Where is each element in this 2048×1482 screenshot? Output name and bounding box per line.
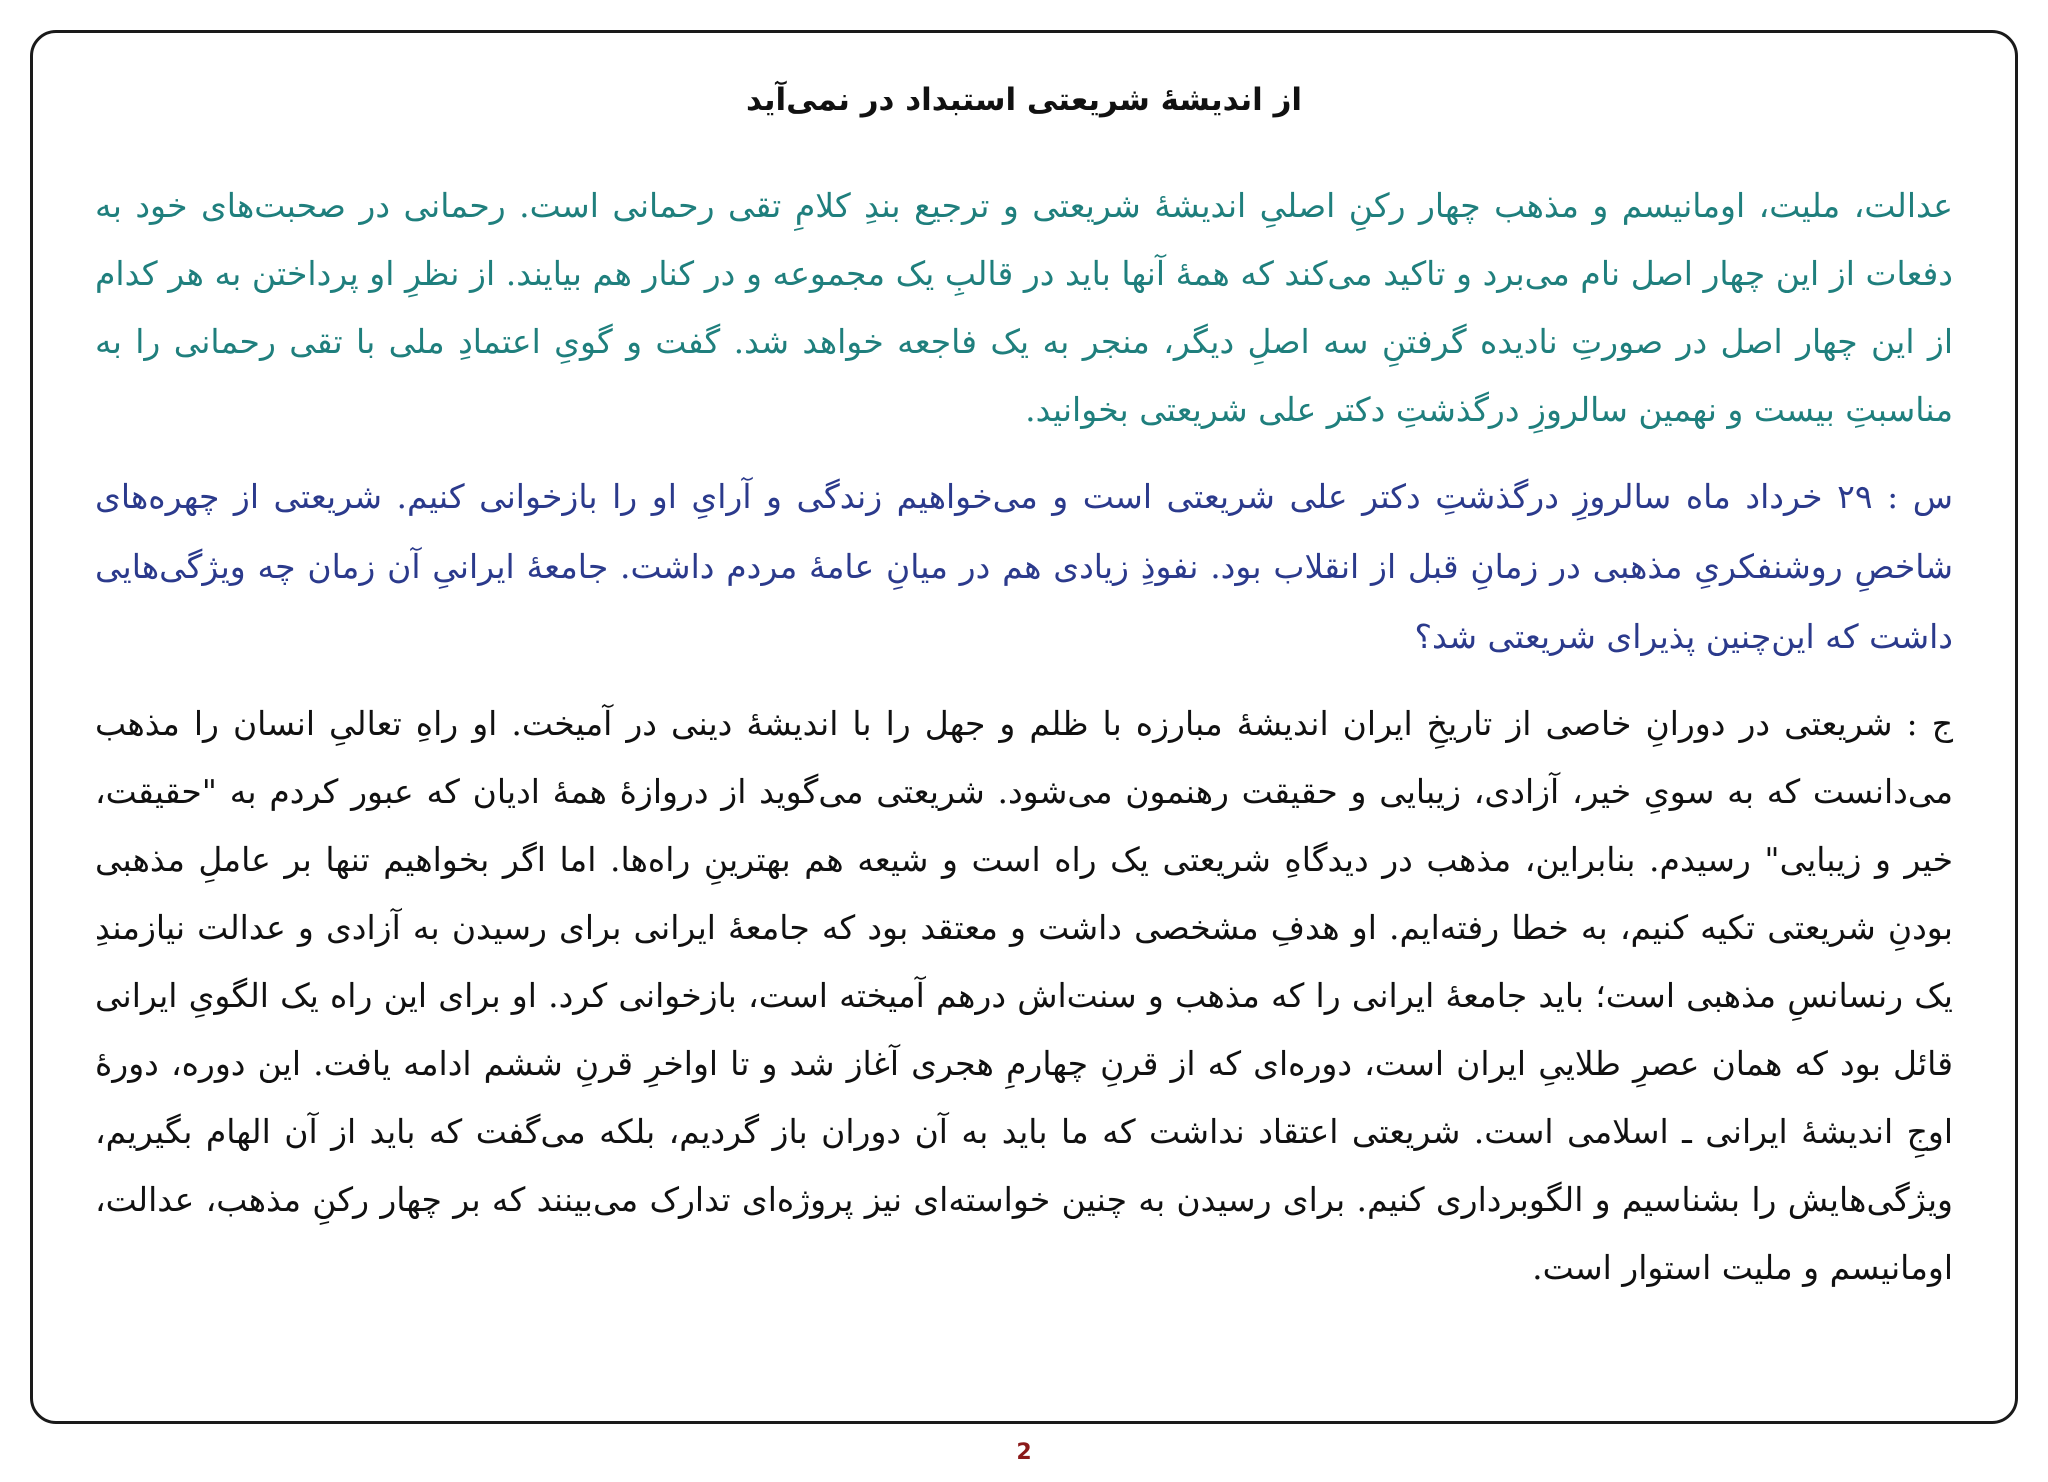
article-title: از اندیشهٔ شریعتی استبداد در نمی‌آید: [745, 82, 1303, 118]
lead-paragraph: عدالت، ملیت، اومانیسم و مذهب چهار رکنِ اصلیِ اندیشهٔ شریعتی و ترجیع بندِ کلامِ تقی رحمانی است. رحمانی در صحبت‌های خود به دفعات از این چهار اصل نام می‌برد و تاکید می‌کند که همهٔ آنها باید در قالبِ یک مجموعه و در کنار هم بیایند. از نظرِ او پرداختن به هر کدام از این چهار اصل در صورتِ نادیده گرفتنِ سه اصلِ دیگر، منجر به یک فاجعه خواهد شد. گفت و گویِ اعتمادِ ملی با تقی رحمانی را به مناسبتِ بیست و نهمین سالروزِ درگذشتِ دکتر علی شریعتی بخوانید.: [95, 186, 1953, 430]
page-number: 2: [1016, 1440, 1032, 1465]
question-paragraph: س : ۲۹ خرداد ماه سالروزِ درگذشتِ دکتر علی شریعتی است و می‌خواهیم زندگی و آرایِ او را بازخوانی کنیم. شریعتی از چهره‌های شاخصِ روشنفکریِ مذهبی در زمانِ قبل از انقلاب بود. نفوذِ زیادی هم در میانِ عامهٔ مردم داشت. جامعهٔ ایرانیِ آن زمان چه ویژگی‌هایی داشت که این‌چنین پذیرای شریعتی شد؟: [95, 477, 1954, 657]
article-content: [95, 80, 1953, 1302]
answer-paragraph: ج : شریعتی در دورانِ خاصی از تاریخِ ایران اندیشهٔ مبارزه با ظلم و جهل را با اندیشهٔ دینی در آمیخت. او راهِ تعالیِ انسان را مذهب می‌دانست که به سویِ خیر، آزادی، زیبایی و حقیقت رهنمون می‌شود. شریعتی می‌گوید از دروازهٔ همهٔ ادیان که عبور کردم به "حقیقت، خیر و زیبایی" رسیدم. بنابراین، مذهب در دیدگاهِ شریعتی یک راه است و شیعه هم بهترینِ راه‌ها. اما اگر بخواهیم تنها بر عاملِ مذهبی بودنِ شریعتی تکیه کنیم، به خطا رفته‌ایم. او هدفِ مشخصی داشت و معتقد بود که جامعهٔ ایرانی برای رسیدن به آزادی و عدالت نیازمندِ یک رنسانسِ مذهبی است؛ باید جامعهٔ ایرانی را که مذهب و سنت‌اش درهم آمیخته است، بازخوانی کرد. او برای این راه یک الگویِ ایرانی قائل بود که همان عصرِ طلاییِ ایران است، دوره‌ای که از قرنِ چهارمِ هجری آغاز شد و تا اواخرِ قرنِ ششم ادامه یافت. این دوره، دورهٔ اوجِ اندیشهٔ ایرانی ـ اسلامی است. شریعتی اعتقاد نداشت که ما باید به آن دوران باز گردیم، بلکه می‌گفت که باید از آن الهام بگیریم، ویژگی‌هایش را بشناسیم و الگوبرداری کنیم. برای رسیدن به چنین خواسته‌ای نیز پروژه‌ای تدارک می‌بینند که بر چهار رکنِ مذهب، عدالت، اومانیسم و ملیت استوار است.: [95, 704, 1953, 1288]
